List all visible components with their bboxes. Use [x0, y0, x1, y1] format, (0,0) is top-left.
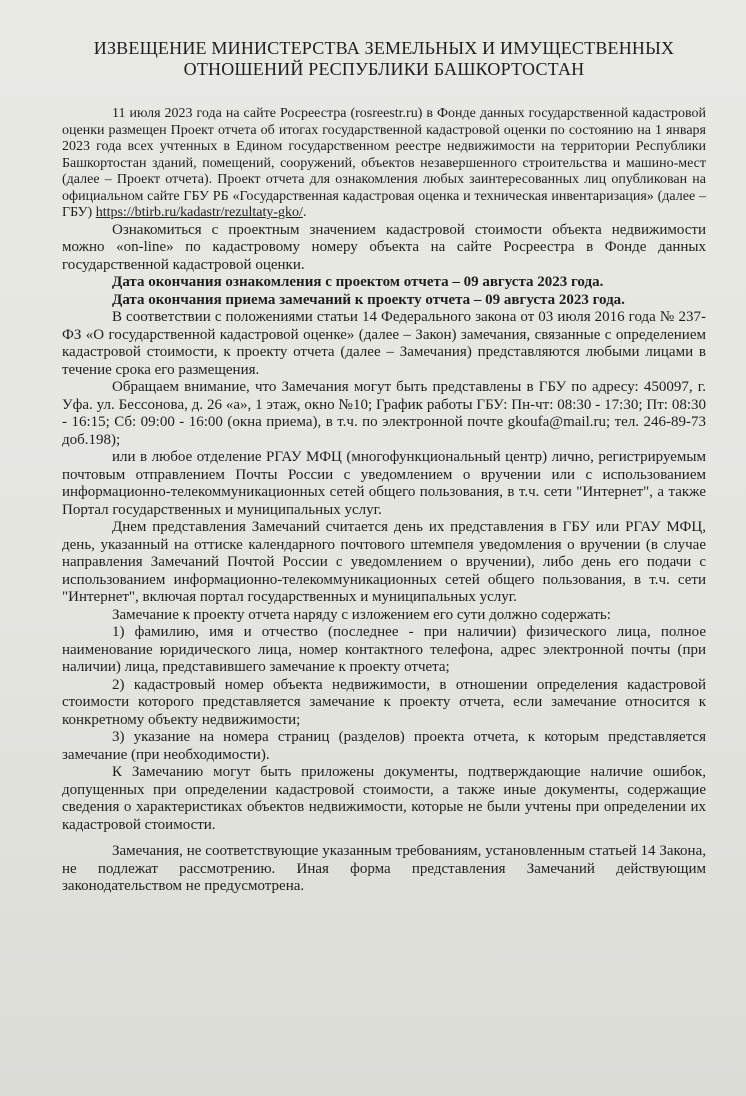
paragraph-address: Обращаем внимание, что Замечания могут быть представлены в ГБУ по адресу: 450097, г. Уфа. ул. Бессонова, д. 26 «а», 1 этаж, окно №10; График работы ГБУ: Пн-чт: 08:30 - 17:30; Пт: 08:30 - 16:15; Сб: 09:00 - 16:00 (окна приема), в т.ч. по электронной почте gkoufa@mail.ru; тел. 246-89-73 доб.198);	[62, 379, 706, 448]
page-title	[62, 38, 706, 80]
paragraph-law: В соответствии с положениями статьи 14 Федерального закона от 03 июля 2016 года № 237-ФЗ «О государственной кадастровой оценке» (далее – Закон) замечания, связанные с определением кадастровой стоимости, к проекту отчета (далее – Замечания) представляются любыми лицами в течение срока его размещения.	[62, 309, 706, 378]
announcement-text: 11 июля 2023 года на сайте Росреестра (rosreestr.ru) в Фонде данных государственной кадастровой оценки размещен Проект отчета об итогах государственной кадастровой оценки по состоянию на 1 января 2023 года всех учтенных в Едином государственном реестре недвижимости на территории Республики Башкортостан зданий, помещений, сооружений, объектов незавершенного строительства и машино-мест (далее – Проект отчета). Проект отчета для ознакомления любых заинтересованных лиц опубликован на официальном сайте ГБУ РБ «Государственная кадастровая оценка и техническая инвентаризация» (далее – ГБУ)	[62, 106, 706, 220]
title-line-1: ИЗВЕЩЕНИЕ МИНИСТЕРСТВА ЗЕМЕЛЬНЫХ И ИМУЩЕСТВЕННЫХ	[93, 38, 675, 58]
paragraph-submission-date: Днем представления Замечаний считается день их представления в ГБУ или РГАУ МФЦ, день, указанный на оттиске календарного почтового штемпеля уведомления о вручении (в случае направления Замечаний Почтой России с уведомлением о вручении), либо день его подачи с использованием информационно-телекоммуникационных сетей общего пользования, в т.ч. сети "Интернет", включая портал государственных и муниципальных услуг.	[62, 519, 706, 605]
paragraph-online-review: Ознакомиться с проектным значением кадастровой стоимости объекта недвижимости можно «on-line» по кадастровому номеру объекта на сайте Росреестра в Фонде данных государственной кадастровой оценки.	[62, 221, 706, 273]
paragraph-announcement	[62, 106, 706, 222]
gbu-website-link[interactable]: https://btirb.ru/kadastr/rezultaty-gko/	[95, 205, 303, 220]
announcement-end: .	[302, 205, 307, 220]
deadline-remarks: Дата окончания приема замечаний к проекту отчета – 09 августа 2023 года.	[112, 291, 625, 308]
requirement-item-3: 3) указание на номера страниц (разделов) проекта отчета, к которым представляется замечание (при необходимости).	[62, 729, 706, 763]
deadline-review: Дата окончания ознакомления с проектом отчета – 09 августа 2023 года.	[112, 274, 604, 290]
requirement-item-2: 2) кадастровый номер объекта недвижимости, в отношении определения кадастровой стоимости которого представляется замечание к проекту отчета, если замечание относится к конкретному объекту недвижимости;	[62, 676, 706, 728]
paragraph-attachments: К Замечанию могут быть приложены документы, подтверждающие наличие ошибок, допущенных при определении кадастровой стоимости, а также иные документы, содержащие сведения о характеристиках объектов недвижимости, которые не были учтены при определении их кадастровой стоимости.	[62, 764, 706, 833]
paragraph-mfc: или в любое отделение РГАУ МФЦ (многофункциональный центр) лично, регистрируемым почтовым отправлением Почты России с уведомлением о вручении или с использованием информационно-телекоммуникационных сетей общего пользования, в т.ч. сети "Интернет", а также Портал государственных и муниципальных услуг.	[62, 449, 706, 518]
requirement-item-1: 1) фамилию, имя и отчество (последнее - при наличии) физического лица, полное наименование юридического лица, номер контактного телефона, адрес электронной почты (при наличии) лица, представившего замечание к проекту отчета;	[62, 624, 706, 675]
paragraph-requirements: Замечание к проекту отчета наряду с изложением его сути должно содержать:	[112, 606, 611, 623]
paragraph-rejection: Замечания, не соответствующие указанным требованиям, установленным статьей 14 Закона, не подлежат рассмотрению. Иная форма представления Замечаний действующим законодательством не предусмотрена.	[62, 843, 706, 894]
title-line-2: ОТНОШЕНИЙ РЕСПУБЛИКИ БАШКОРТОСТАН	[183, 59, 585, 79]
